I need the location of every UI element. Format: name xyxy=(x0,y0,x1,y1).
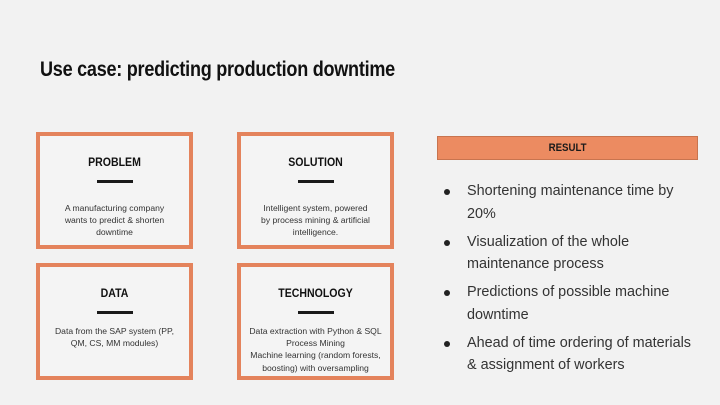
bullet-line: 20% xyxy=(467,205,496,222)
bullet-dot-icon xyxy=(444,290,450,296)
problem-body xyxy=(48,202,181,239)
bullet-line: Ahead of time ordering of materials xyxy=(467,334,691,351)
bullet-dot-icon xyxy=(444,189,450,195)
bullet-line: maintenance process xyxy=(467,256,604,272)
result-bullet-list xyxy=(440,180,710,382)
bullet-line: & assignment of workers xyxy=(467,357,625,373)
result-label: RESULT xyxy=(548,142,587,154)
bullet-line: downtime xyxy=(467,306,529,323)
bullet-line: Predictions of possible machine xyxy=(467,284,670,300)
result-bullet xyxy=(440,231,710,276)
result-bullet xyxy=(440,281,710,326)
problem-divider xyxy=(97,180,133,183)
slide-title: Use case: predicting production downtime xyxy=(40,58,395,81)
result-bullet xyxy=(440,180,710,225)
data-card xyxy=(36,263,193,380)
data-divider xyxy=(97,311,133,314)
bullet-dot-icon xyxy=(444,341,450,347)
data-line: Data from the SAP system (PP, xyxy=(54,326,175,336)
technology-line: boosting) with oversampling xyxy=(262,362,369,373)
technology-body xyxy=(249,325,382,374)
technology-line: Process Mining xyxy=(286,338,345,349)
technology-card xyxy=(237,263,394,380)
problem-line: A manufacturing company xyxy=(64,203,165,213)
technology-divider xyxy=(298,311,334,314)
solution-card xyxy=(237,132,394,249)
solution-heading: SOLUTION xyxy=(288,155,343,169)
problem-card xyxy=(36,132,193,249)
solution-line: Intelligent system, powered xyxy=(263,203,368,213)
technology-line: Data extraction with Python & SQL xyxy=(249,326,382,336)
technology-heading: TECHNOLOGY xyxy=(278,286,353,300)
result-bullet xyxy=(440,332,710,377)
problem-line: downtime xyxy=(96,227,133,238)
bullet-line: Visualization of the whole xyxy=(467,233,630,250)
result-banner xyxy=(437,136,698,160)
data-line: QM, CS, MM modules) xyxy=(70,338,159,349)
solution-line: intelligence. xyxy=(292,227,339,238)
problem-heading: PROBLEM xyxy=(88,155,141,169)
bullet-dot-icon xyxy=(444,240,450,246)
bullet-line: Shortening maintenance time by xyxy=(467,183,674,199)
solution-body xyxy=(249,202,382,239)
technology-line: Machine learning (random forests, xyxy=(250,350,381,361)
data-heading: DATA xyxy=(100,286,129,300)
data-body xyxy=(48,325,181,349)
problem-line: wants to predict & shorten xyxy=(64,215,165,226)
solution-line: by process mining & artificial xyxy=(261,215,370,226)
solution-divider xyxy=(298,180,334,183)
